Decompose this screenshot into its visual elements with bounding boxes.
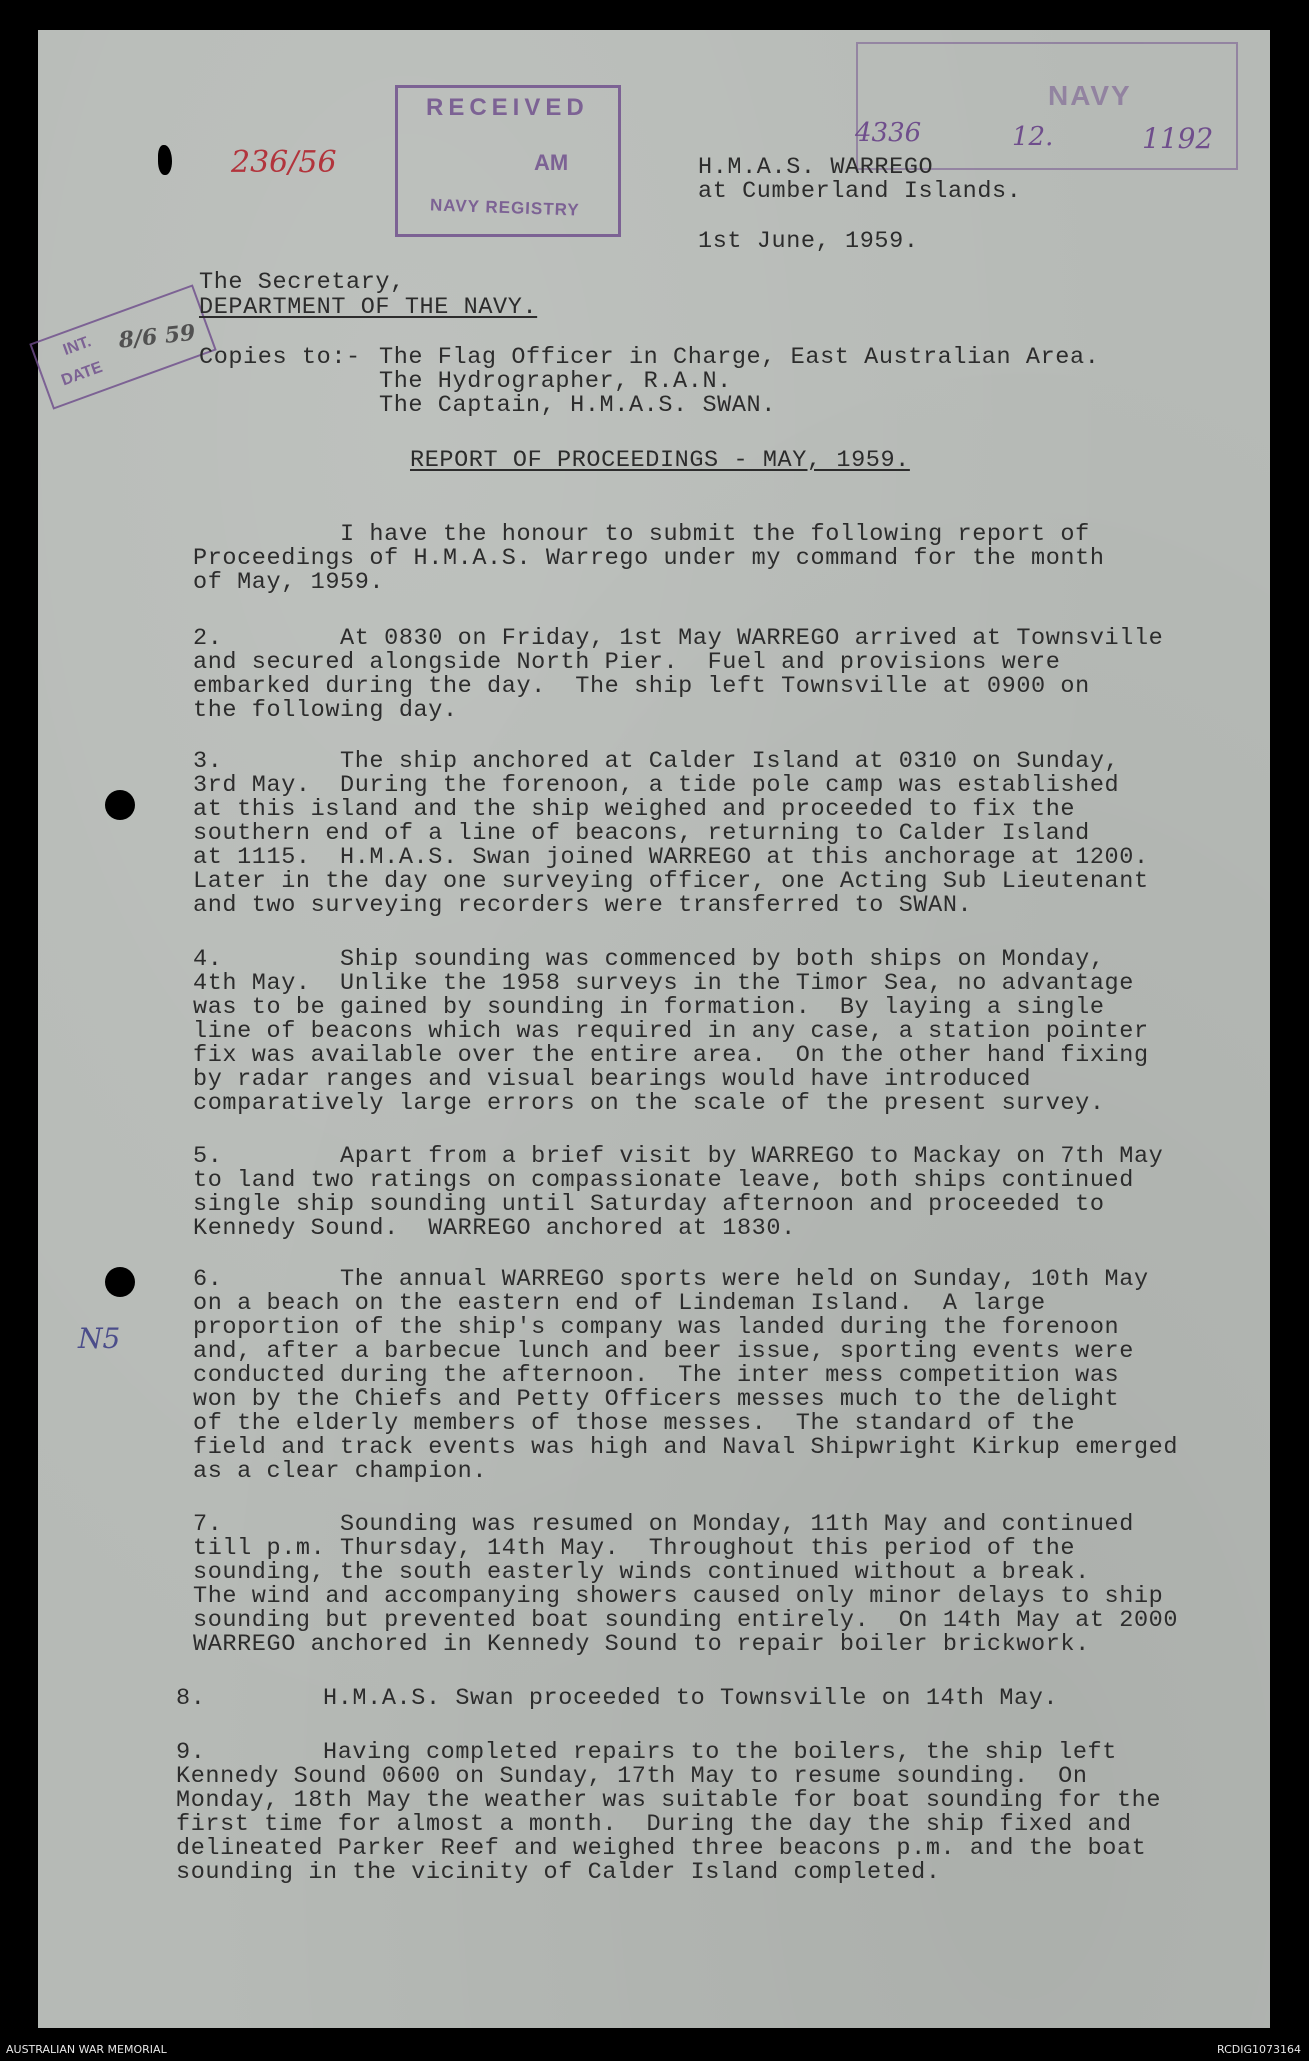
paragraph-line: at this island and the ship weighed and proceeded to fix the	[193, 796, 1076, 823]
paragraph-line: sounding in the vicinity of Calder Island completed.	[176, 1859, 941, 1886]
paragraph-line: I have the honour to submit the following report of	[193, 521, 1090, 548]
reference-number-3: 1192	[1142, 122, 1214, 155]
int-stamp-label: INT.	[60, 333, 94, 359]
paragraph-line: by radar ranges and visual bearings would have introduced	[193, 1066, 1032, 1093]
paragraph-line: WARREGO anchored in Kennedy Sound to repair boiler brickwork.	[193, 1631, 1090, 1658]
paragraph-line: fix was available over the entire area. On the other hand fixing	[193, 1042, 1149, 1069]
paragraph-line: Later in the day one surveying officer, one Acting Sub Lieutenant	[193, 868, 1149, 895]
paragraph-line: field and track events was high and Naval Shipwright Kirkup emerged	[193, 1434, 1179, 1461]
paragraph-line: 8. H.M.A.S. Swan proceeded to Townsville on 14th May.	[176, 1685, 1059, 1712]
paragraph-line: delineated Parker Reef and weighed three beacons p.m. and the boat	[176, 1835, 1147, 1862]
int-date-stamp	[29, 284, 216, 409]
paragraph-line: won by the Chiefs and Petty Officers messes much to the delight	[193, 1386, 1120, 1413]
margin-note: N5	[78, 1322, 121, 1355]
paragraph-line: single ship sounding until Saturday afternoon and proceeded to	[193, 1191, 1105, 1218]
paragraph-line: 7. Sounding was resumed on Monday, 11th May and continued	[193, 1511, 1134, 1538]
paragraph-line: of May, 1959.	[193, 569, 385, 596]
received-stamp-bottom: NAVY REGISTRY	[429, 195, 580, 220]
paragraph-line: and, after a barbecue lunch and beer issue, sporting events were	[193, 1338, 1134, 1365]
paragraph-line: 4th May. Unlike the 1958 surveys in the Timor Sea, no advantage	[193, 970, 1134, 997]
addressee-line2: DEPARTMENT OF THE NAVY.	[199, 294, 538, 321]
report-date: 1st June, 1959.	[698, 228, 919, 255]
paragraph-line: The wind and accompanying showers caused only minor delays to ship	[193, 1583, 1164, 1610]
copies-label: Copies to:-	[199, 344, 361, 371]
tear-mark	[158, 145, 172, 175]
paragraph-line: proportion of the ship's company was landed during the forenoon	[193, 1314, 1120, 1341]
paragraph-line: at 1115. H.M.A.S. Swan joined WARREGO at this anchorage at 1200.	[193, 844, 1149, 871]
paragraph-line: Kennedy Sound. WARREGO anchored at 1830.	[193, 1215, 796, 1242]
paragraph-line: was to be gained by sounding in formation. By laying a single	[193, 994, 1105, 1021]
date-stamp-label: DATE	[59, 358, 105, 390]
copy-recipient-1: The Flag Officer in Charge, East Australian Area.	[379, 344, 1100, 371]
report-title: REPORT OF PROCEEDINGS - MAY, 1959.	[410, 447, 910, 474]
int-date-handwritten: 8/6 59	[117, 319, 197, 354]
ship-name: H.M.A.S. WARREGO	[698, 154, 934, 181]
paragraph-line: embarked during the day. The ship left Townsville at 0900 on	[193, 673, 1090, 700]
navy-stamp-label: NAVY	[1048, 80, 1132, 111]
paragraph-line: conducted during the afternoon. The inter mess competition was	[193, 1362, 1120, 1389]
document-page	[38, 30, 1270, 2028]
paragraph-line: 9. Having completed repairs to the boilers, the ship left	[176, 1739, 1117, 1766]
received-stamp	[395, 85, 621, 237]
reference-number-1: 4336	[855, 118, 922, 148]
received-stamp-am: AM	[534, 150, 569, 175]
paragraph-line: southern end of a line of beacons, returning to Calder Island	[193, 820, 1090, 847]
paragraph-line: and two surveying recorders were transferred to SWAN.	[193, 892, 973, 919]
paragraph-line: 4. Ship sounding was commenced by both ships on Monday,	[193, 946, 1105, 973]
paragraph-line: the following day.	[193, 697, 458, 724]
paragraph-line: 3rd May. During the forenoon, a tide pole camp was established	[193, 772, 1120, 799]
paragraph-line: comparatively large errors on the scale of the present survey.	[193, 1090, 1105, 1117]
paragraph-line: on a beach on the eastern end of Lindeman Island. A large	[193, 1290, 1046, 1317]
paragraph-line: Monday, 18th May the weather was suitable for boat sounding for the	[176, 1787, 1162, 1814]
file-reference-red: 236/56	[231, 145, 337, 180]
paragraph-line: 2. At 0830 on Friday, 1st May WARREGO arrived at Townsville	[193, 625, 1164, 652]
addressee-line1: The Secretary,	[199, 269, 405, 296]
punch-hole-top	[105, 790, 135, 820]
paragraph-line: line of beacons which was required in any case, a station pointer	[193, 1018, 1149, 1045]
paragraph-line: 3. The ship anchored at Calder Island at 0310 on Sunday,	[193, 748, 1120, 775]
received-stamp-top: RECEIVED	[426, 94, 589, 121]
paragraph-line: first time for almost a month. During the day the ship fixed and	[176, 1811, 1132, 1838]
reference-number-2: 12.	[1012, 122, 1054, 152]
footer-archive-name: AUSTRALIAN WAR MEMORIAL	[6, 2043, 167, 2056]
paragraph-line: as a clear champion.	[193, 1458, 488, 1485]
paragraph-line: to land two ratings on compassionate leave, both ships continued	[193, 1167, 1134, 1194]
paragraph-line: of the elderly members of those messes. The standard of the	[193, 1410, 1076, 1437]
paragraph-line: till p.m. Thursday, 14th May. Throughout this period of the	[193, 1535, 1076, 1562]
paragraph-line: sounding but prevented boat sounding entirely. On 14th May at 2000	[193, 1607, 1179, 1634]
paragraph-line: sounding, the south easterly winds continued without a break.	[193, 1559, 1090, 1586]
paragraph-line: and secured alongside North Pier. Fuel and provisions were	[193, 649, 1061, 676]
paragraph-line: 5. Apart from a brief visit by WARREGO to Mackay on 7th May	[193, 1143, 1164, 1170]
paragraph-line: Proceedings of H.M.A.S. Warrego under my command for the month	[193, 545, 1105, 572]
paragraph-line: 6. The annual WARREGO sports were held on Sunday, 10th May	[193, 1266, 1149, 1293]
ship-location: at Cumberland Islands.	[698, 178, 1022, 205]
copy-recipient-3: The Captain, H.M.A.S. SWAN.	[379, 392, 776, 419]
copy-recipient-2: The Hydrographer, R.A.N.	[379, 368, 732, 395]
paragraph-line: Kennedy Sound 0600 on Sunday, 17th May to resume sounding. On	[176, 1763, 1088, 1790]
footer-record-id: RCDIG1073164	[1216, 2043, 1301, 2056]
punch-hole-bottom	[105, 1267, 135, 1297]
